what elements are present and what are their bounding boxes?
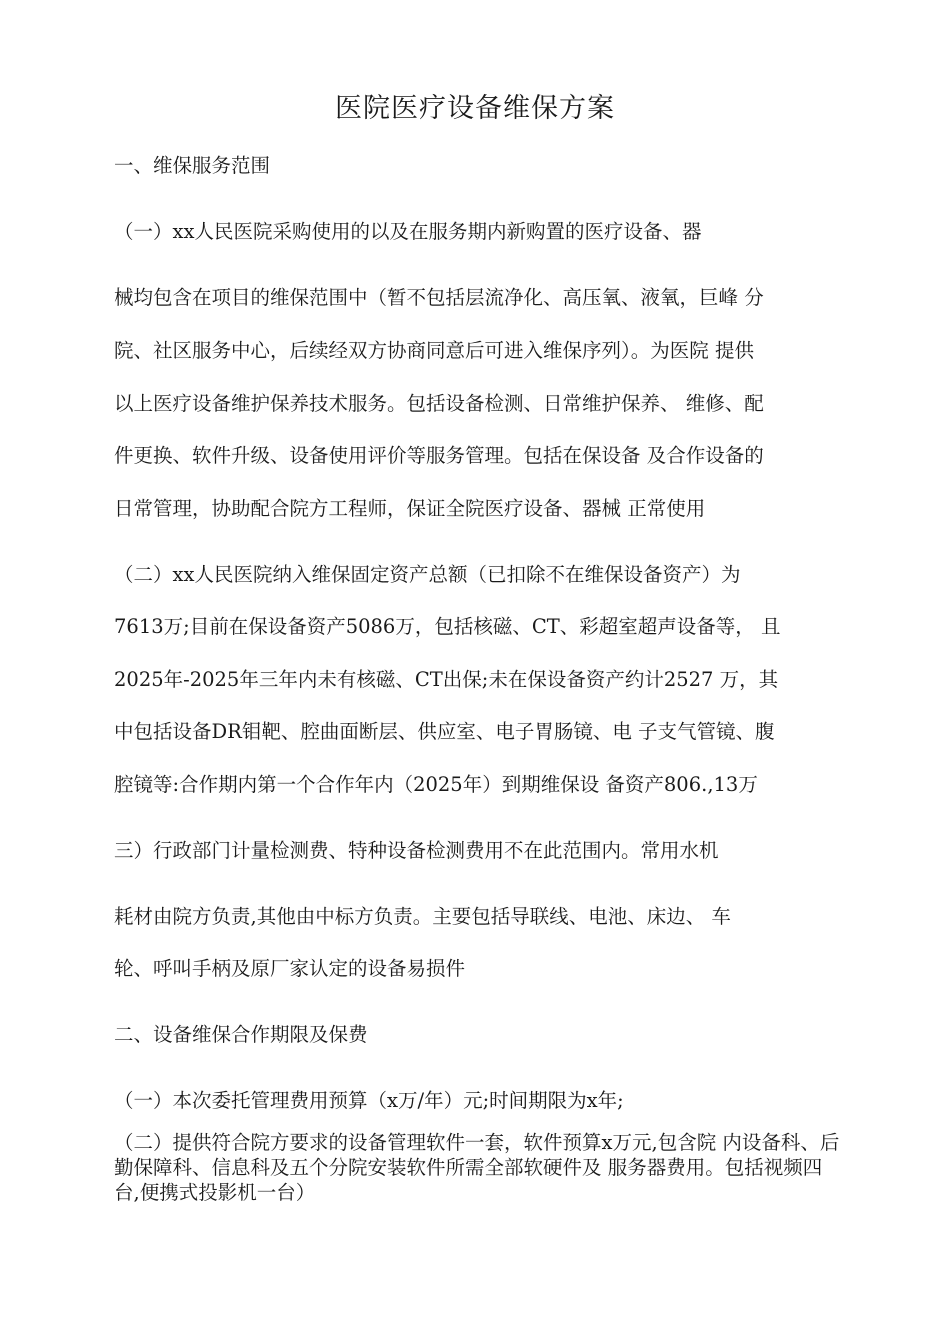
paragraph-line: 腔镜等:合作期内第一个合作年内（2025年）到期维保设 备资产806.,13万: [114, 773, 758, 796]
paragraph-line: 日常管理，协助配合院方工程师，保证全院医疗设备、器械 正常使用: [114, 497, 706, 520]
last-paragraph: （二）提供符合院方要求的设备管理软件一套，软件预算x万元,包含院 内设备科、后勤保障科、信息科及五个分院安装软件所需全部软硬件及 服务器费用。包括视频四台,便携式投影机一台）: [114, 1131, 840, 1204]
paragraph-line: 耗材由院方负责,其他由中标方负责。主要包括导联线、电池、床边、 车: [114, 905, 731, 928]
paragraph-line: 以上医疗设备维护保养技术服务。包括设备检测、日常维护保养、 维修、配: [114, 392, 764, 415]
paragraph-line: 件更换、软件升级、设备使用评价等服务管理。包括在保设备 及合作设备的: [114, 444, 764, 467]
section-heading-2: 二、设备维保合作期限及保费: [114, 1023, 368, 1046]
paragraph-line: （一）xx人民医院采购使用的以及在服务期内新购置的医疗设备、器: [114, 220, 702, 243]
paragraph-line: （一）本次委托管理费用预算（x万/年）元;时间期限为x年;: [114, 1089, 624, 1112]
paragraph-line: （二）xx人民医院纳入维保固定资产总额（已扣除不在维保设备资产）为: [114, 563, 741, 586]
paragraph-line: 院、社区服务中心，后续经双方协商同意后可进入维保序列）。为医院 提供: [114, 339, 754, 362]
paragraph-line: 三）行政部门计量检测费、特种设备检测费用不在此范围内。常用水机: [114, 839, 719, 862]
paragraph-line: 中包括设备DR钼靶、腔曲面断层、供应室、电子胃肠镜、电 子支气管镜、腹: [114, 720, 775, 743]
paragraph-line: 7613万;目前在保设备资产5086万，包括核磁、CT、彩超室超声设备等， 且: [114, 615, 781, 638]
section-heading-1: 一、维保服务范围: [114, 154, 271, 177]
paragraph-line: 轮、呼叫手柄及原厂家认定的设备易损件: [114, 957, 466, 980]
paragraph-line: 2025年-2025年三年内未有核磁、CT出保;未在保设备资产约计2527 万，其: [114, 668, 779, 691]
paragraph-line: 械均包含在项目的维保范围中（暂不包括层流净化、高压氧、液氧，巨峰 分: [114, 286, 764, 309]
document-title: 医院医疗设备维保方案: [335, 93, 615, 124]
